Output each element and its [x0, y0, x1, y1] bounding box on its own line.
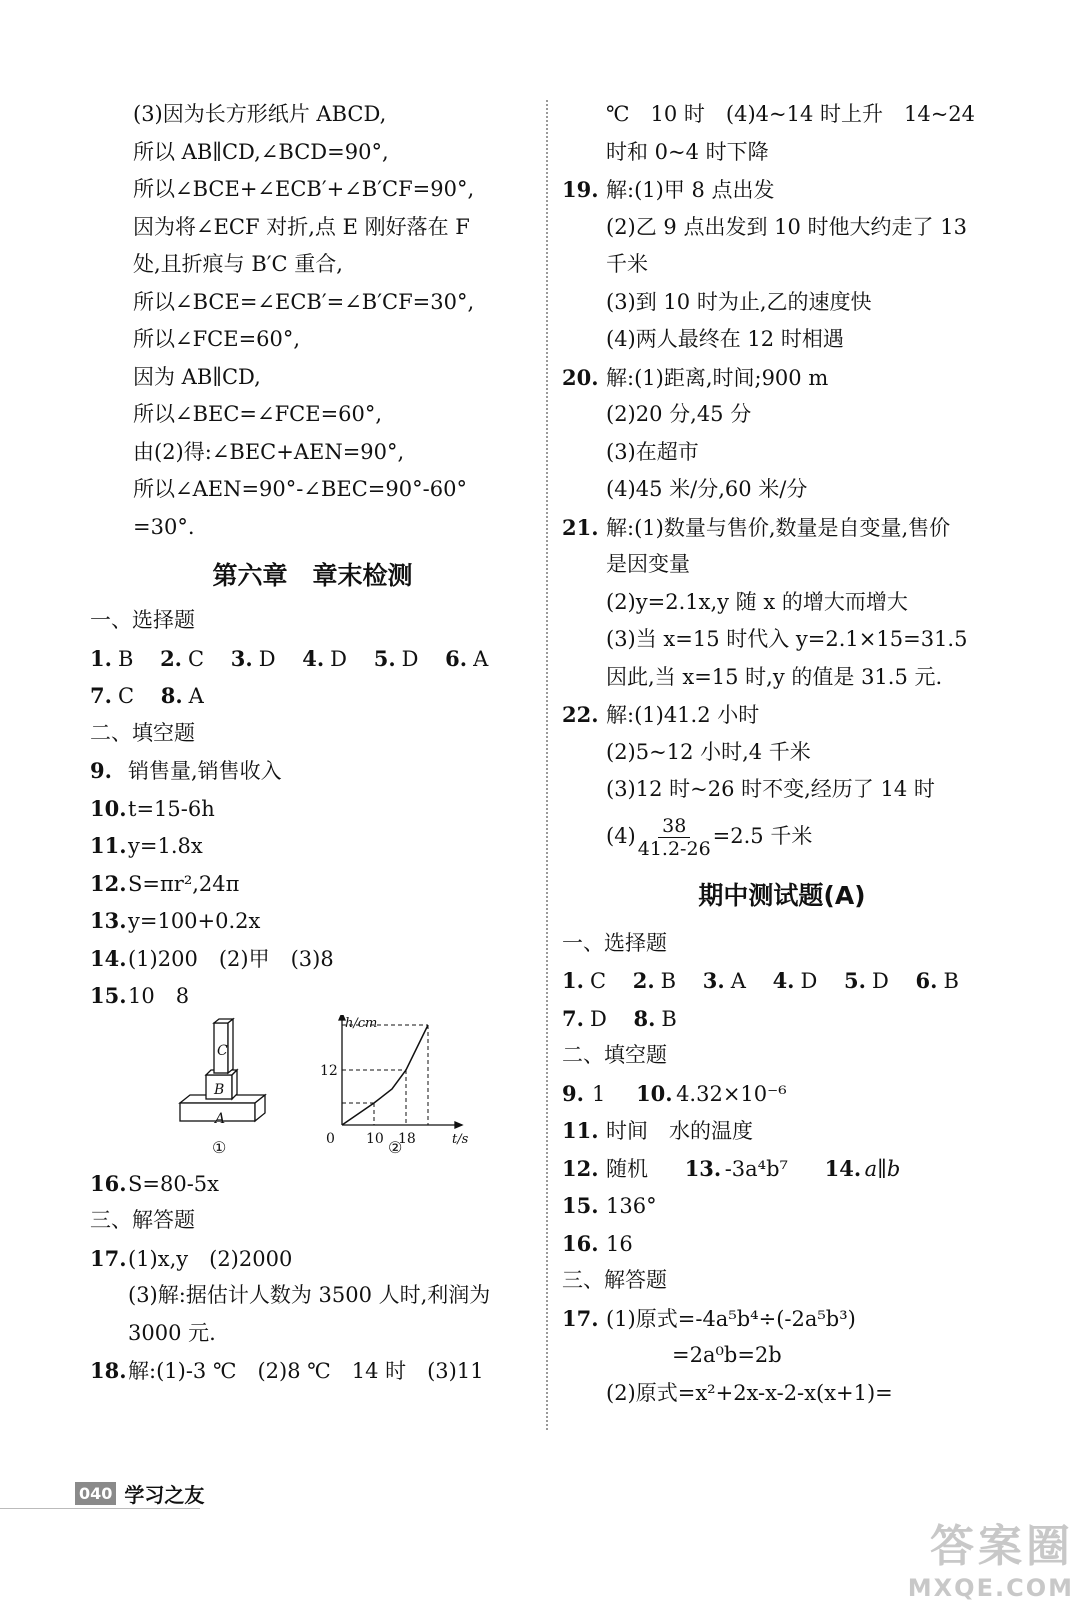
- section-label: 二、填空题: [562, 1043, 667, 1067]
- tick-10: 10: [366, 1130, 384, 1147]
- text-line: (3)到 10 时为止,乙的速度快: [606, 289, 872, 314]
- answer-line: 20. 解:(1)距离,时间;900 m: [562, 364, 829, 390]
- mc-answers-row: [562, 962, 1002, 1000]
- tick-18: 18: [398, 1130, 416, 1147]
- graph-figure: [320, 1015, 469, 1157]
- text-line: (3)解:据估计人数为 3500 人时,利润为: [128, 1283, 491, 1307]
- text-line: (4)两人最终在 12 时相遇: [606, 327, 844, 351]
- caption-2: ②: [388, 1137, 403, 1157]
- answer-line: 13.y=100+0.2x: [90, 908, 261, 933]
- answer-line: 15. 136°: [562, 1193, 657, 1218]
- text-line: 时和 0~4 时下降: [606, 139, 769, 164]
- text-line: 所以∠BCE+∠ECB′+∠B′CF=90°,: [133, 177, 475, 201]
- section-heading: 期中测试题(A): [698, 880, 866, 910]
- column-divider: [546, 100, 548, 1430]
- brand-name: 学习之友: [124, 1482, 205, 1507]
- text-line: 所以∠FCE=60°,: [133, 327, 301, 351]
- text-line: (3)因为长方形纸片 ABCD,: [133, 102, 387, 126]
- graph-curve: [342, 1025, 428, 1125]
- section-label: 三、解答题: [562, 1268, 667, 1292]
- text-line: (4)45 米/分,60 米/分: [606, 477, 808, 501]
- answer-item: 6. B: [915, 968, 959, 993]
- text-line: 所以∠BCE=∠ECB′=∠B′CF=30°,: [133, 289, 475, 314]
- answer-line: 10.t=15-6h: [90, 795, 215, 821]
- answer-line: 12.S=πr²,24π: [90, 870, 240, 896]
- answer-line: 16.S=80-5x: [90, 1170, 220, 1196]
- mc-answers-row: [90, 677, 535, 715]
- label-b: B: [214, 1081, 225, 1098]
- text-line: =2a⁰b=2b: [672, 1343, 782, 1367]
- text-line: (2)y=2.1x,y 随 x 的增大而增大: [606, 589, 908, 614]
- text-line: (2)乙 9 点出发到 10 时他大约走了 13: [606, 214, 967, 239]
- answer-line: 14.(1)200 (2)甲 (3)8: [90, 945, 334, 971]
- label-a: A: [215, 1110, 226, 1127]
- answer-line: 17. (1)原式=-4a⁵b⁴÷(-2a⁵b³): [562, 1305, 856, 1331]
- answer-item: 1. B: [90, 645, 134, 671]
- answer-line: 17.(1)x,y (2)2000: [90, 1245, 293, 1271]
- answer-item: 7. D: [562, 1005, 607, 1031]
- answer-item: 3. D: [230, 645, 276, 671]
- answer-line: 9. 1 10. 4.32×10⁻⁶: [562, 1080, 787, 1106]
- answer-item: 8. B: [633, 1005, 677, 1031]
- tick-12: 12: [320, 1062, 338, 1079]
- figure-svg: [90, 1015, 535, 1165]
- page-number: 040: [75, 1482, 116, 1505]
- left-column: [90, 96, 535, 1390]
- text-line: =30°.: [133, 514, 195, 539]
- answer-item: 6. A: [445, 645, 489, 671]
- page-footer: [75, 1478, 204, 1508]
- text-line: 所以∠AEN=90°-∠BEC=90°-60°: [133, 477, 467, 501]
- text-line: ℃ 10 时 (4)4~14 时上升 14~24: [606, 102, 976, 126]
- q3-solution: [90, 96, 535, 546]
- section-label: 一、选择题: [90, 608, 195, 632]
- answer-line: 11.y=1.8x: [90, 833, 203, 858]
- answer-item: 2. B: [632, 968, 677, 993]
- answer-line: 11. 时间 水的温度: [562, 1118, 753, 1143]
- answer-line: 21. 解:(1)数量与售价,数量是自变量,售价: [562, 514, 951, 540]
- figures: [90, 1015, 535, 1165]
- answer-item: 2. C: [160, 645, 205, 671]
- label-c: C: [217, 1042, 228, 1059]
- h-axis-label: h/cm: [345, 1015, 378, 1031]
- text-line: (3)12 时~26 时不变,经历了 14 时: [606, 777, 935, 801]
- answer-item: 1. C: [562, 968, 607, 993]
- watermark: [908, 1510, 1074, 1602]
- answer-line: 16. 16: [562, 1230, 633, 1256]
- caption-1: ①: [212, 1137, 227, 1157]
- text-line: 因为将∠ECF 对折,点 E 刚好落在 F: [133, 214, 470, 239]
- text-line: (3)当 x=15 时代入 y=2.1×15=31.5: [606, 627, 968, 651]
- answer-line: 15.10 8: [90, 983, 190, 1008]
- text-line: 由(2)得:∠BEC+AEN=90°,: [133, 439, 405, 464]
- answer-line: 18.解:(1)-3 ℃ (2)8 ℃ 14 时 (3)11: [90, 1358, 484, 1383]
- section-label: 二、填空题: [90, 720, 195, 745]
- block-stack-figure: [180, 1019, 265, 1157]
- answer-item: 4. D: [302, 645, 348, 671]
- guide-lines: [342, 1025, 428, 1125]
- text-line: 是因变量: [606, 552, 690, 576]
- answer-item: 5. D: [373, 645, 419, 671]
- text-line: 处,且折痕与 B′C 重合,: [133, 252, 343, 276]
- watermark-url: MXQE.COM: [907, 1574, 1074, 1602]
- text-line: (2)5~12 小时,4 千米: [606, 739, 811, 764]
- mc-answers-row: [562, 1000, 1002, 1038]
- answer-line: 12. 随机 13. -3a⁴b⁷ 14. a∥b: [562, 1155, 901, 1181]
- text-line: (3)在超市: [606, 439, 699, 464]
- answer-item: 4. D: [772, 968, 818, 993]
- watermark-logo-text: 答案圈: [930, 1521, 1074, 1572]
- fraction-line: (4) $\frac{38}{41.2-26}$ =2.5 千米: [606, 814, 813, 860]
- answer-item: 5. D: [844, 968, 889, 993]
- section-heading: 第六章 章末检测: [212, 561, 413, 590]
- answer-item: 3. A: [702, 968, 746, 993]
- answer-line: 19. 解:(1)甲 8 点出发: [562, 177, 775, 202]
- fraction: $\frac{38}{41.2-26}$: [637, 814, 711, 860]
- footer-rule: [0, 1508, 200, 1509]
- section-label: 三、解答题: [90, 1208, 195, 1232]
- mc-answers-row: [90, 640, 535, 678]
- answer-line: 22. 解:(1)41.2 小时: [562, 702, 760, 727]
- right-column: [562, 96, 1002, 1412]
- text-line: 因此,当 x=15 时,y 的值是 31.5 元.: [606, 664, 943, 689]
- text-line: 所以 AB∥CD,∠BCD=90°,: [133, 139, 389, 164]
- text-line: 千米: [606, 252, 648, 276]
- text-line: (2)20 分,45 分: [606, 402, 752, 426]
- answer-item: 8. A: [160, 683, 204, 708]
- answer-line: 9. 销售量,销售收入: [90, 758, 282, 783]
- tick-0: 0: [326, 1130, 335, 1147]
- text-line: 所以∠BEC=∠FCE=60°,: [133, 402, 383, 426]
- answer-item: 7. C: [90, 683, 135, 708]
- text-line: 因为 AB∥CD,: [133, 364, 261, 389]
- t-axis-label: t/s: [452, 1131, 469, 1147]
- section-label: 一、选择题: [562, 930, 667, 955]
- text-line: 3000 元.: [128, 1320, 216, 1345]
- text-line: (2)原式=x²+2x-x-2-x(x+1)=: [606, 1380, 893, 1405]
